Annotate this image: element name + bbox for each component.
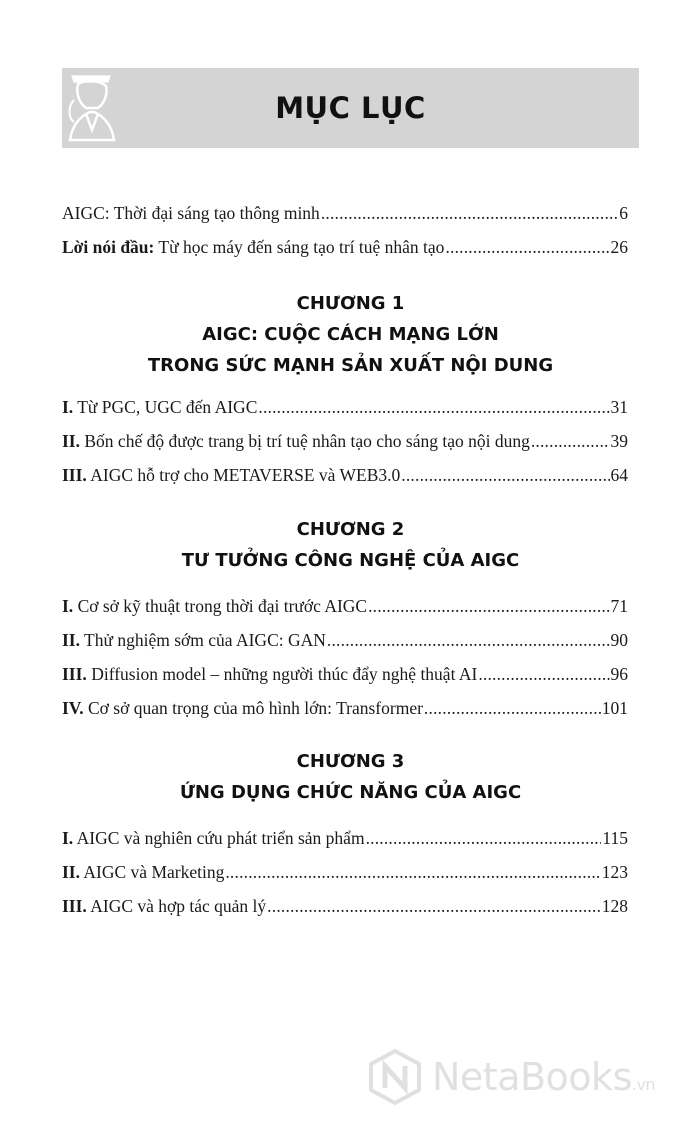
toc-entry-prefix: I. — [62, 596, 74, 616]
toc-page-number: 6 — [619, 203, 628, 223]
toc-entry — [62, 203, 628, 237]
netabooks-logo-icon — [366, 1048, 424, 1106]
dot-leader — [327, 630, 610, 651]
toc-entry-title: AIGC và nghiên cứu phát triển sản phẩm — [73, 828, 365, 848]
chapter-number: CHƯƠNG 1 — [296, 293, 405, 314]
chapter-number: CHƯƠNG 2 — [296, 519, 405, 540]
dot-leader — [445, 237, 609, 258]
watermark-text: NetaBooks — [432, 1055, 632, 1099]
chapter-title-line: AIGC: CUỘC CÁCH MẠNG LỚN — [202, 324, 499, 345]
toc-page-number: 31 — [610, 397, 628, 417]
toc-entry-title: AIGC và hợp tác quản lý — [86, 896, 267, 916]
toc-entry — [62, 698, 628, 732]
toc-entry — [62, 828, 628, 862]
toc-page-number: 101 — [601, 698, 628, 718]
page-title: MỤC LỤC — [275, 91, 426, 125]
watermark-suffix: .vn — [631, 1075, 656, 1094]
toc-entry-prefix: I. — [62, 397, 74, 417]
toc-entry — [62, 465, 628, 499]
toc-entry-title: Từ học máy đến sáng tạo trí tuệ nhân tạo — [154, 237, 445, 257]
toc-entry-prefix: IV. — [62, 698, 84, 718]
dot-leader — [366, 828, 602, 849]
toc-entry-title: Diffusion model – những người thúc đẩy nghệ thuật AI — [86, 664, 478, 684]
toc-entry — [62, 630, 628, 664]
toc-entry — [62, 896, 628, 930]
toc-entry — [62, 664, 628, 698]
toc-entry-prefix: II. — [62, 630, 80, 650]
toc-entry-prefix: III. — [62, 664, 87, 684]
toc-page-number: 123 — [601, 862, 628, 882]
chapter-3-toc — [62, 828, 628, 930]
chapter-1-heading — [62, 288, 639, 381]
chapter-title-line: TRONG SỨC MẠNH SẢN XUẤT NỘI DUNG — [147, 355, 554, 376]
dot-leader — [368, 596, 609, 617]
toc-page-number: 26 — [610, 237, 628, 257]
toc-entry-prefix: III. — [62, 465, 87, 485]
toc-entry-prefix: II. — [62, 862, 80, 882]
dot-leader — [267, 896, 601, 917]
toc-page-number: 39 — [610, 431, 628, 451]
chapter-3-heading — [62, 746, 639, 808]
toc-entry-prefix: Lời nói đầu: — [62, 237, 155, 257]
dot-leader — [321, 203, 618, 224]
toc-entry — [62, 862, 628, 896]
toc-entry — [62, 596, 628, 630]
chapter-number: CHƯƠNG 3 — [296, 751, 405, 772]
toc-page-number: 64 — [610, 465, 628, 485]
toc-entry-title: Thử nghiệm sớm của AIGC: GAN — [80, 630, 326, 650]
toc-entry-prefix: III. — [62, 896, 87, 916]
chapter-title-line: TƯ TƯỞNG CÔNG NGHỆ CỦA AIGC — [181, 550, 520, 571]
toc-entry — [62, 237, 628, 271]
dot-leader — [225, 862, 600, 883]
dot-leader — [258, 397, 609, 418]
toc-entry-prefix: I. — [62, 828, 74, 848]
chapter-2-toc — [62, 596, 628, 732]
toc-page-number: 96 — [610, 664, 628, 684]
chapter-2-heading — [62, 514, 639, 576]
toc-entry-prefix: II. — [62, 431, 80, 451]
chapter-1-toc — [62, 397, 628, 499]
netabooks-watermark — [366, 1046, 676, 1108]
toc-page-number: 128 — [601, 896, 628, 916]
intro-toc — [62, 203, 628, 271]
toc-entry-title: Bốn chế độ được trang bị trí tuệ nhân tạo cho sáng tạo nội dung — [80, 431, 530, 451]
toc-entry-title: Cơ sở quan trọng của mô hình lớn: Transformer — [83, 698, 423, 718]
toc-page-number: 115 — [602, 828, 628, 848]
dot-leader — [478, 664, 609, 685]
toc-entry-title: AIGC hỗ trợ cho METAVERSE và WEB3.0 — [86, 465, 401, 485]
toc-entry — [62, 431, 628, 465]
toc-page-number: 71 — [610, 596, 628, 616]
toc-entry — [62, 397, 628, 431]
toc-entry-title: AIGC và Marketing — [80, 862, 225, 882]
toc-entry-title: AIGC: Thời đại sáng tạo thông minh — [62, 203, 320, 223]
dot-leader — [531, 431, 610, 452]
toc-page-number: 90 — [610, 630, 628, 650]
chapter-title-line: ỨNG DỤNG CHỨC NĂNG CỦA AIGC — [179, 782, 522, 803]
toc-entry-title: Từ PGC, UGC đến AIGC — [73, 397, 258, 417]
dot-leader — [401, 465, 609, 486]
toc-entry-title: Cơ sở kỹ thuật trong thời đại trước AIGC — [73, 596, 368, 616]
dot-leader — [424, 698, 601, 719]
